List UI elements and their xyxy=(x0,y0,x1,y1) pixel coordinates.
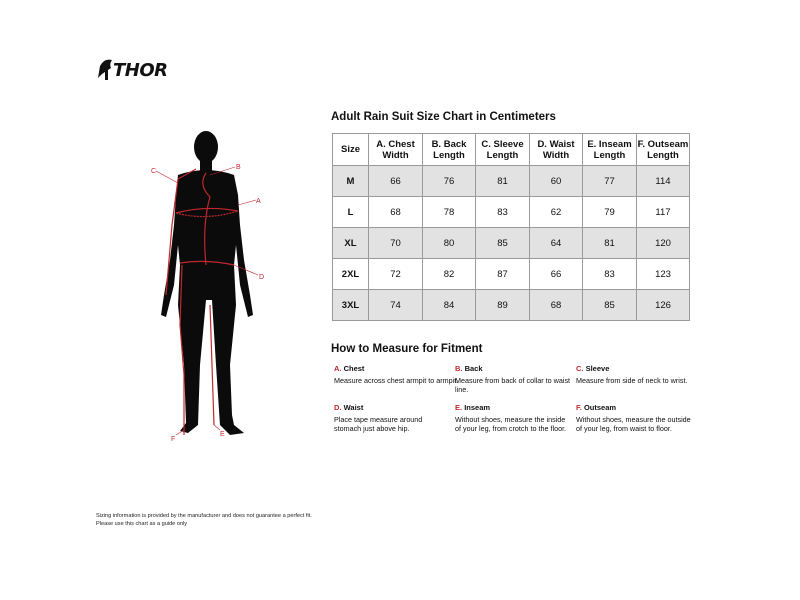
measure-letter: A. xyxy=(334,364,342,373)
header-outseam: F. Outseam Length xyxy=(637,134,690,166)
table-cell: 85 xyxy=(583,290,637,321)
table-cell: 114 xyxy=(637,166,690,197)
measure-text: Without shoes, measure the outside of your leg, from waist to floor. xyxy=(576,414,691,433)
measure-item-outseam xyxy=(576,403,701,434)
table-cell: 83 xyxy=(583,259,637,290)
header-waist: D. Waist Width xyxy=(530,134,583,166)
measure-text: Without shoes, measure the inside of your leg, from crotch to the floor. xyxy=(455,414,567,433)
measure-letter: D. xyxy=(334,403,342,412)
brand-wordmark: THOR xyxy=(113,60,168,81)
label-f: F xyxy=(171,436,176,443)
table-cell: 2XL xyxy=(333,259,369,290)
table-cell: 87 xyxy=(476,259,530,290)
table-cell: 83 xyxy=(476,197,530,228)
table-row xyxy=(333,228,690,259)
table-cell: 85 xyxy=(476,228,530,259)
measure-name: Outseam xyxy=(583,403,617,412)
header-chest: A. Chest Width xyxy=(369,134,423,166)
table-cell: 66 xyxy=(530,259,583,290)
table-cell: 66 xyxy=(369,166,423,197)
label-a: A xyxy=(256,198,261,205)
table-row xyxy=(333,290,690,321)
inseam-measure-line xyxy=(210,305,214,425)
table-cell: 80 xyxy=(423,228,476,259)
table-cell: 70 xyxy=(369,228,423,259)
table-cell: 81 xyxy=(583,228,637,259)
table-cell: 3XL xyxy=(333,290,369,321)
table-cell: 81 xyxy=(476,166,530,197)
measure-item-waist xyxy=(334,403,459,434)
header-sleeve: C. Sleeve Length xyxy=(476,134,530,166)
label-c: C xyxy=(151,168,157,175)
table-cell: 77 xyxy=(583,166,637,197)
table-cell: 62 xyxy=(530,197,583,228)
body-measurement-figure xyxy=(140,125,280,450)
measure-letter: B. xyxy=(455,364,463,373)
header-back: B. Back Length xyxy=(423,134,476,166)
table-cell: 126 xyxy=(637,290,690,321)
measure-text: Measure from back of collar to waist line. xyxy=(455,375,571,394)
size-chart-table xyxy=(332,133,690,321)
table-cell: 64 xyxy=(530,228,583,259)
table-row xyxy=(333,259,690,290)
measure-name: Sleeve xyxy=(585,364,610,373)
measure-item-chest xyxy=(334,364,459,385)
measure-name: Back xyxy=(464,364,483,373)
measure-letter: E. xyxy=(455,403,463,412)
measure-item-sleeve xyxy=(576,364,701,385)
measure-item-back xyxy=(455,364,580,395)
table-cell: 76 xyxy=(423,166,476,197)
measure-letter: F. xyxy=(576,403,582,412)
label-d: D xyxy=(259,274,265,281)
body-silhouette xyxy=(161,131,253,435)
table-header-row xyxy=(333,134,690,166)
header-size: Size xyxy=(333,134,369,166)
measure-item-inseam xyxy=(455,403,580,434)
measure-text: Place tape measure around stomach just above hip. xyxy=(334,414,423,433)
header-inseam: E. Inseam Length xyxy=(583,134,637,166)
measure-section-title: How to Measure for Fitment xyxy=(331,343,483,355)
table-cell: 74 xyxy=(369,290,423,321)
table-cell: 79 xyxy=(583,197,637,228)
measure-name: Inseam xyxy=(464,403,491,412)
table-cell: 89 xyxy=(476,290,530,321)
table-cell: XL xyxy=(333,228,369,259)
table-cell: 82 xyxy=(423,259,476,290)
table-row xyxy=(333,166,690,197)
table-cell: 60 xyxy=(530,166,583,197)
measure-text: Measure across chest armpit to armpit. xyxy=(334,375,459,385)
measure-name: Chest xyxy=(343,364,365,373)
measure-text: Measure from side of neck to wrist. xyxy=(576,375,688,385)
table-cell: 68 xyxy=(530,290,583,321)
table-cell: 84 xyxy=(423,290,476,321)
size-chart-title: Adult Rain Suit Size Chart in Centimeters xyxy=(331,111,556,123)
table-cell: L xyxy=(333,197,369,228)
measure-letter: C. xyxy=(576,364,584,373)
table-row xyxy=(333,197,690,228)
label-e: E xyxy=(220,431,225,438)
disclaimer-line: Sizing information is provided by the manufacturer and does not guarantee a perfect fit. xyxy=(96,513,312,519)
measure-name: Waist xyxy=(343,403,364,412)
disclaimer xyxy=(96,512,312,528)
table-cell: 72 xyxy=(369,259,423,290)
table-cell: 120 xyxy=(637,228,690,259)
table-cell: 68 xyxy=(369,197,423,228)
table-cell: 78 xyxy=(423,197,476,228)
table-cell: M xyxy=(333,166,369,197)
disclaimer-line: Please use this chart as a guide only xyxy=(96,521,188,527)
table-cell: 123 xyxy=(637,259,690,290)
label-b: B xyxy=(236,164,241,171)
table-cell: 117 xyxy=(637,197,690,228)
